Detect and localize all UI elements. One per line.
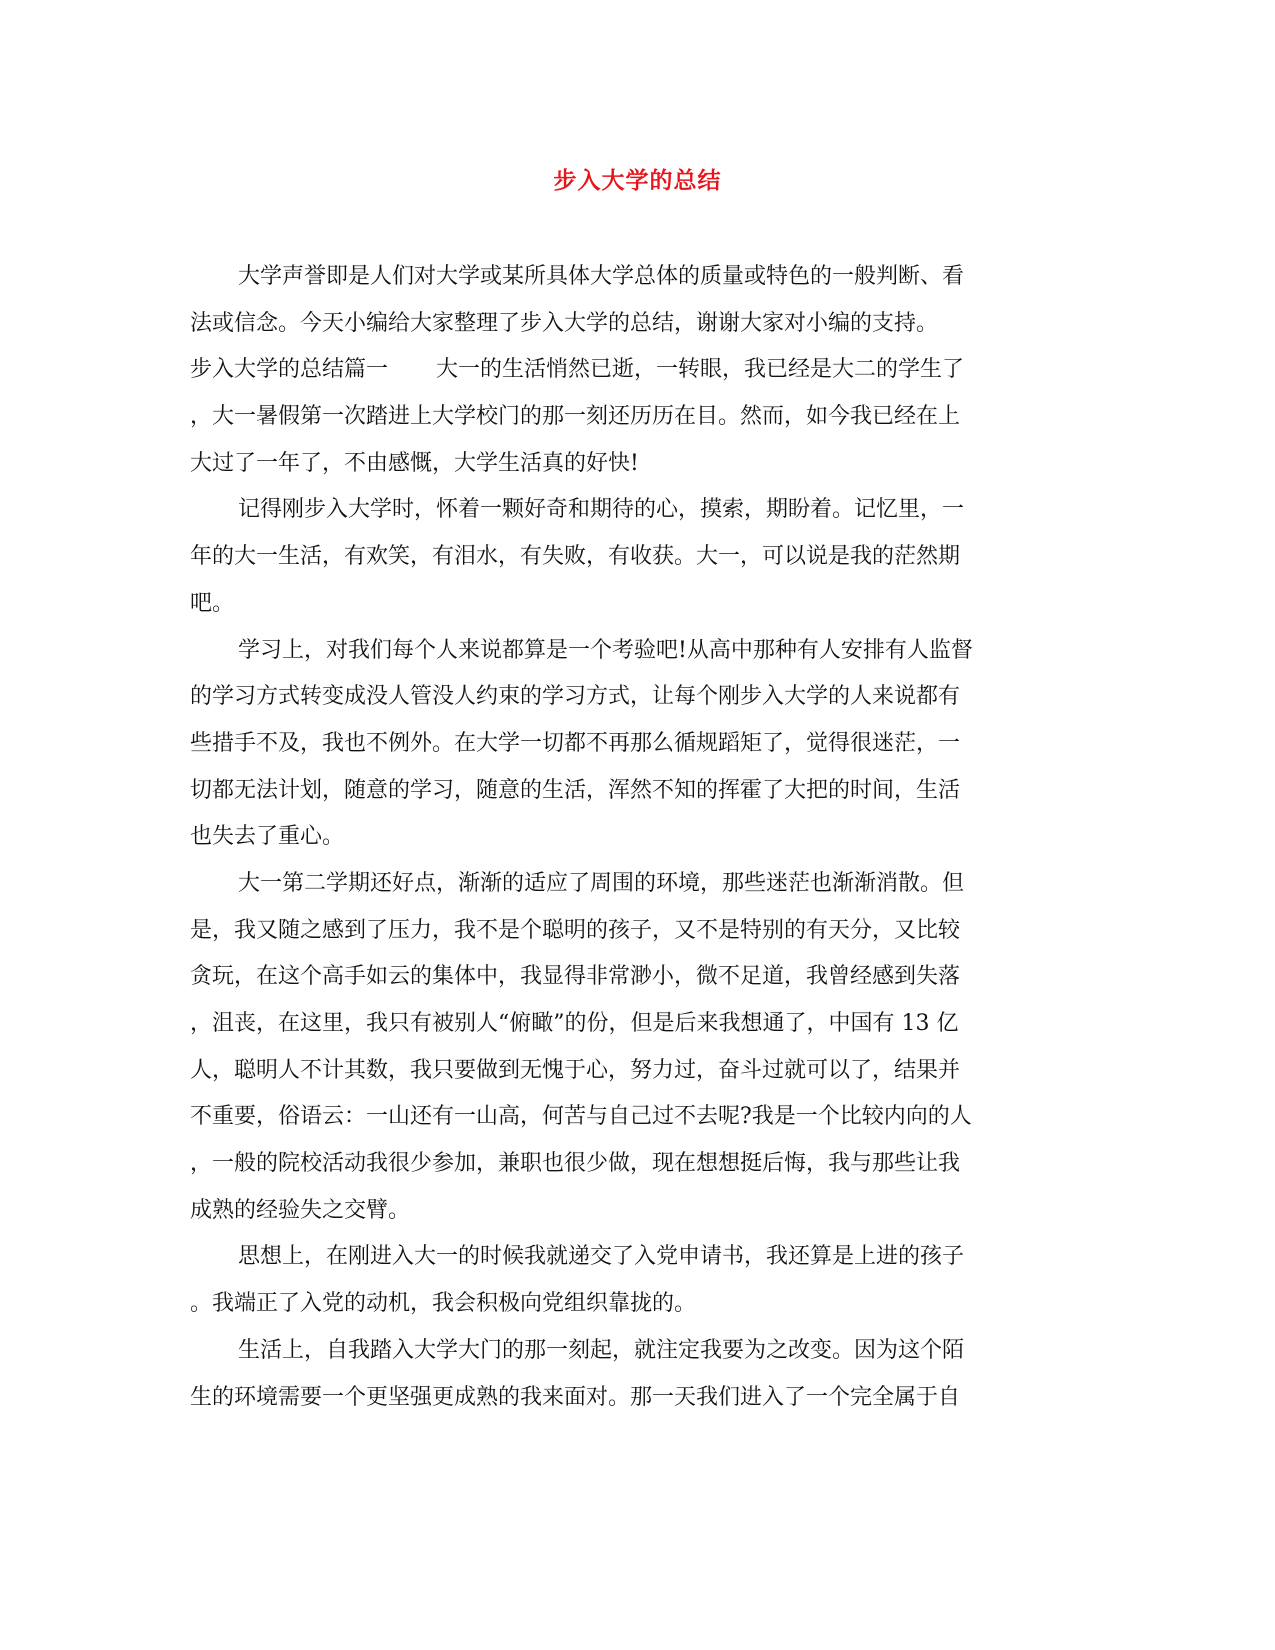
text-line <box>190 347 1072 394</box>
text-line: 大学声誉即是人们对大学或某所具体大学总体的质量或特色的一般判断、看 <box>238 264 965 289</box>
document-title: 步入大学的总结 <box>553 167 722 194</box>
text-line: 生活上，自我踏入大学大门的那一刻起，就注定我要为之改变。因为这个陌 <box>238 1337 965 1363</box>
text-line: 也失去了重心。 <box>190 824 345 850</box>
text-line: 切都无法计划，随意的学习，随意的生活，浑然不知的挥霍了大把的时间，生活 <box>190 777 961 803</box>
text-line: 些措手不及，我也不例外。在大学一切都不再那么循规蹈矩了，觉得很迷茫，一 <box>190 730 961 756</box>
section-heading: 步入大学的总结篇一 <box>190 357 389 383</box>
text-line: 是，我又随之感到了压力，我不是个聪明的孩子，又不是特别的有天分，又比较 <box>190 917 961 943</box>
text-line: 思想上，在刚进入大一的时候我就递交了入党申请书，我还算是上进的孩子 <box>238 1244 965 1270</box>
text-line: 学习上，对我们每个人来说都算是一个考验吧!从高中那种有人安排有人监督 <box>238 637 973 663</box>
document-body <box>190 254 1072 1421</box>
text-line: 年的大一生活，有欢笑，有泪水，有失败，有收获。大一，可以说是我的茫然期 <box>190 544 961 570</box>
section-first-line: 大一的生活悄然已逝，一转眼，我已经是大二的学生了 <box>436 357 965 383</box>
text-line: ，大一暑假第一次踏进上大学校门的那一刻还历历在目。然而，如今我已经在上 <box>190 404 961 430</box>
text-line: 记得刚步入大学时，怀着一颗好奇和期待的心，摸索，期盼着。记忆里，一 <box>238 497 965 523</box>
text-line: 大一第二学期还好点，渐渐的适应了周围的环境，那些迷茫也渐渐消散。但 <box>238 870 965 896</box>
text-line: 不重要，俗语云：一山还有一山高，何苦与自己过不去呢?我是一个比较内向的人 <box>190 1104 972 1130</box>
text-line: 的学习方式转变成没人管没人约束的学习方式，让每个刚步入大学的人来说都有 <box>190 684 961 710</box>
text-line: ，一般的院校活动我很少参加，兼职也很少做，现在想想挺后悔，我与那些让我 <box>190 1151 961 1177</box>
text-line: 大过了一年了，不由感慨，大学生活真的好快! <box>190 450 639 476</box>
text-line: 贪玩，在这个高手如云的集体中，我显得非常渺小，微不足道，我曾经感到失落 <box>190 964 961 990</box>
text-line: 吧。 <box>190 590 235 616</box>
text-line: 成熟的经验失之交臂。 <box>190 1197 411 1223</box>
text-line: 生的环境需要一个更坚强更成熟的我来面对。那一天我们进入了一个完全属于自 <box>190 1384 961 1410</box>
text-line: 法或信念。今天小编给大家整理了步入大学的总结，谢谢大家对小编的支持。 <box>190 310 939 336</box>
text-line: 。我端正了入党的动机，我会积极向党组织靠拢的。 <box>190 1291 697 1317</box>
text-line: 人，聪明人不计其数，我只要做到无愧于心，努力过，奋斗过就可以了，结果并 <box>190 1057 961 1083</box>
text-line: ，沮丧，在这里，我只有被别人“俯瞰”的份，但是后来我想通了，中国有 13 亿 <box>190 1011 959 1036</box>
